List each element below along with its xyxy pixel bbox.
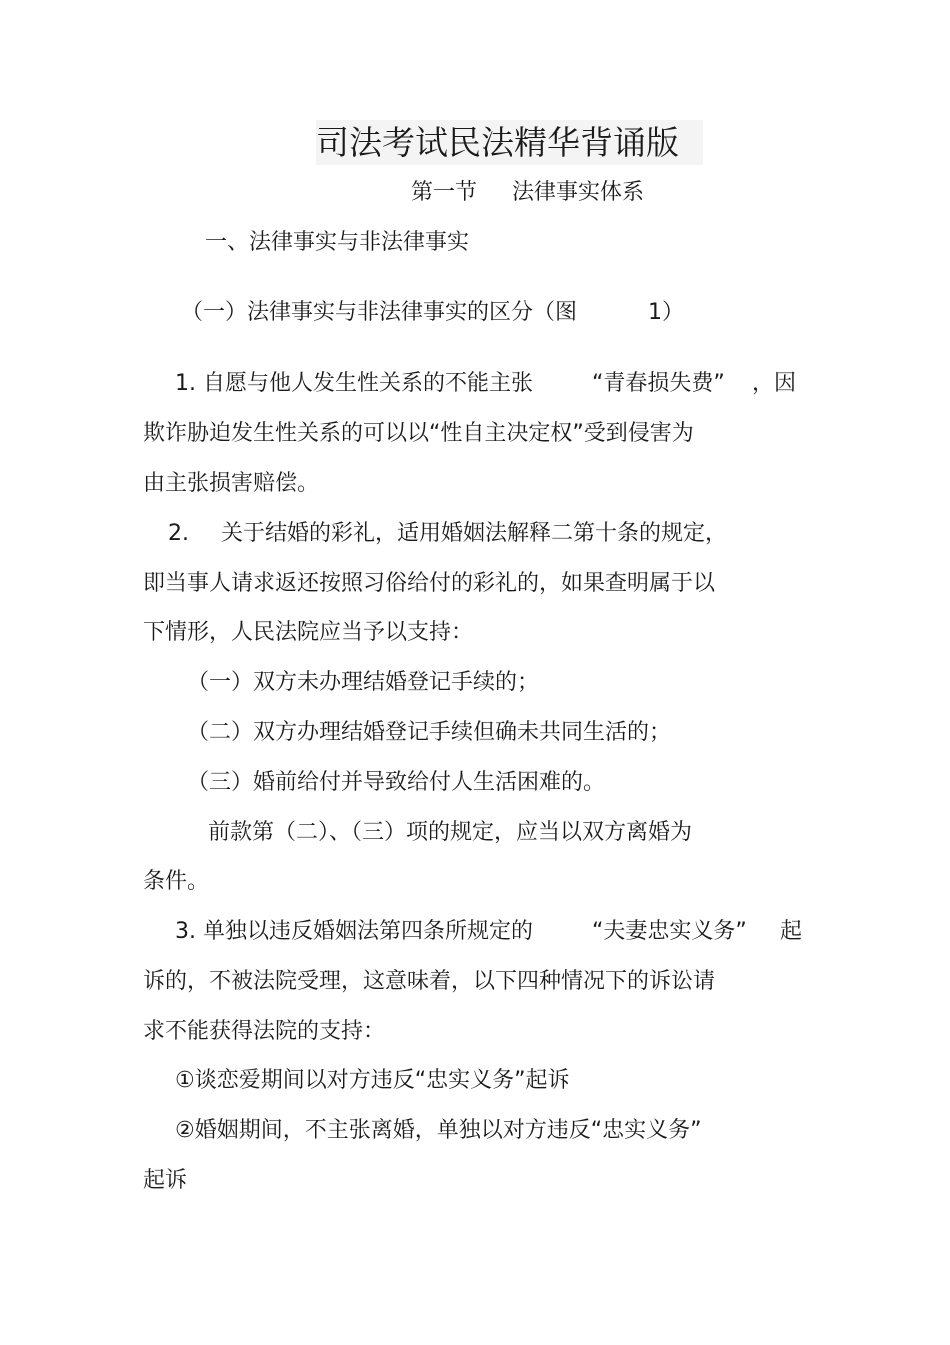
figure-reference: 1）: [648, 300, 684, 325]
item1-line1b: “青春损失费”: [592, 371, 725, 396]
item3-line1c: 起: [780, 919, 803, 944]
item2-line1: 关于结婚的彩礼，适用婚姻法解释二第十条的规定，: [221, 521, 728, 546]
item2-note-line1: 前款第（二）、（三）项的规定，应当以双方离婚为: [208, 820, 693, 845]
item2-sub2: （二）双方办理结婚登记手续但确未共同生活的；: [187, 720, 672, 745]
item2-line2: 即当事人请求返还按照习俗给付的彩礼的，如果查明属于以: [143, 571, 716, 596]
item3-case2-line1: ②婚姻期间，不主张离婚，单独以对方违反“忠实义务”: [175, 1118, 702, 1143]
item3-line1a: 3. 单独以违反婚姻法第四条所规定的: [175, 919, 533, 944]
section-number: 第一节: [411, 180, 478, 205]
item1-line3: 由主张损害赔偿。: [143, 471, 320, 496]
document-title: 司法考试民法精华背诵版: [316, 120, 703, 165]
item2-line3: 下情形，人民法院应当予以支持：: [143, 620, 474, 645]
item3-case2-line2: 起诉: [143, 1168, 188, 1193]
item1-line2: 欺诈胁迫发生性关系的可以以“性自主决定权”受到侵害为: [143, 421, 694, 446]
item2-sub1: （一）双方未办理结婚登记手续的；: [187, 670, 540, 695]
item3-line1b: “夫妻忠实义务”: [592, 919, 747, 944]
heading-level-2: （一）法律事实与非法律事实的区分（图: [181, 300, 578, 325]
item1-line1a: 1. 自愿与他人发生性关系的不能主张: [175, 371, 533, 396]
item3-line2: 诉的，不被法院受理，这意味着，以下四种情况下的诉讼请: [143, 969, 716, 994]
item3-line3: 求不能获得法院的支持：: [143, 1019, 386, 1044]
item1-line1c: ，因: [752, 371, 797, 396]
item2-note-line2: 条件。: [143, 869, 210, 894]
item3-case1: ①谈恋爱期间以对方违反“忠实义务”起诉: [175, 1068, 570, 1093]
item2-sub3: （三）婚前给付并导致给付人生活困难的。: [187, 770, 606, 795]
section-name: 法律事实体系: [512, 180, 645, 205]
heading-level-1: 一、法律事实与非法律事实: [205, 230, 470, 255]
item2-number: 2.: [168, 521, 189, 546]
